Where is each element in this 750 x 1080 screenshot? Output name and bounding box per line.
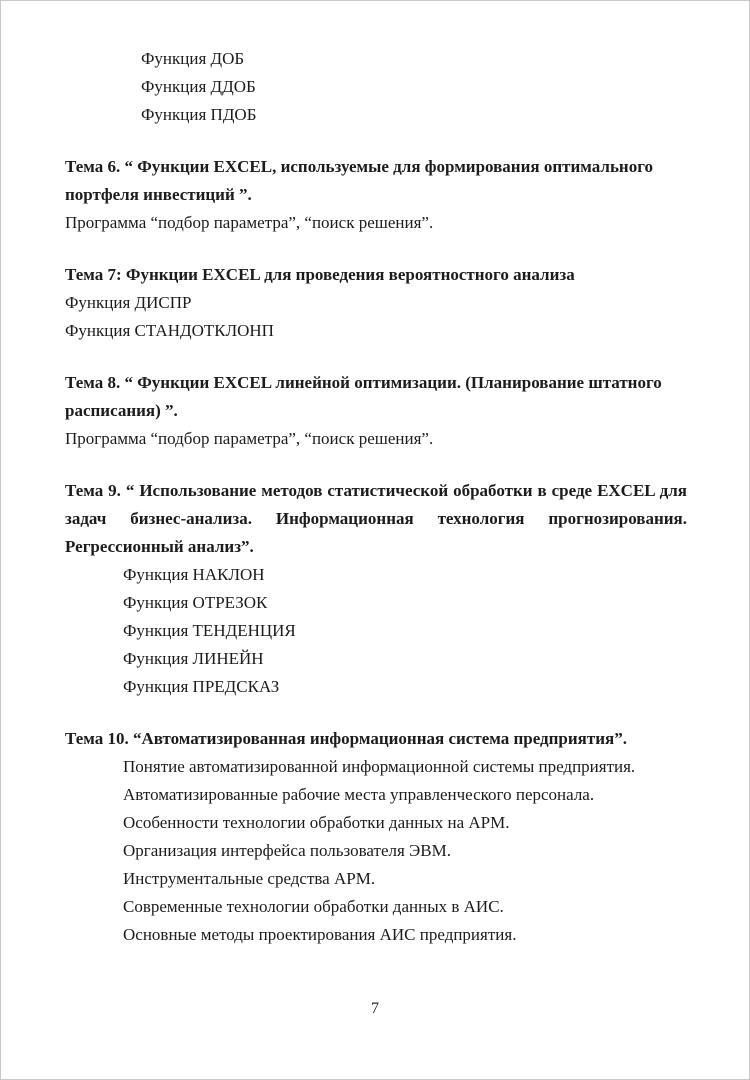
list-item: Функция НАКЛОН [123,565,265,584]
section-tema-10 [65,725,687,949]
document-content [1,1,749,949]
list-item: Особенности технологии обработки данных на АРМ. [123,813,510,832]
function-list [123,561,687,701]
list-item: Современные технологии обработки данных в АИС. [123,897,504,916]
list-item: Функция ПДОБ [141,105,257,124]
section-tema-7 [65,261,687,345]
top-function-list [141,45,687,129]
section-title: Тема 8. “ Функции EXCEL линейной оптимизации. (Планирование штатного расписания) ”. [65,373,662,420]
page-number: 7 [371,1000,379,1017]
list-item: Инструментальные средства АРМ. [123,869,376,888]
section-title: Тема 10. “Автоматизированная информационная система предприятия”. [65,729,627,748]
list-item: Функция ТЕНДЕНЦИЯ [123,621,296,640]
section-body-line: Функция СТАНДОТКЛОНП [65,321,274,340]
list-item: Функция ЛИНЕЙН [123,649,264,668]
list-item: Автоматизированные рабочие места управленческого персонала. [123,785,595,804]
section-tema-8 [65,369,687,453]
section-tema-9 [65,477,687,701]
section-body: Программа “подбор параметра”, “поиск решения”. [65,429,434,448]
list-item: Организация интерфейса пользователя ЭВМ. [123,841,451,860]
list-item: Функция ПРЕДСКАЗ [123,677,280,696]
section-body-line: Функция ДИСПР [65,293,192,312]
section-title: Тема 9. “ Использование методов статистической обработки в среде EXCEL для задач бизнес-анализа. Информационная технология прогнозирования. Регрессионный анализ”. [65,481,687,556]
list-item: Функция ДДОБ [141,77,256,96]
topic-list [123,753,687,949]
list-item: Понятие автоматизированной информационной системы предприятия. [123,757,636,776]
list-item: Функция ОТРЕЗОК [123,593,268,612]
list-item: Основные методы проектирования АИС предприятия. [123,925,517,944]
section-tema-6 [65,153,687,237]
list-item: Функция ДОБ [141,49,245,68]
section-title: Тема 7: Функции EXCEL для проведения вероятностного анализа [65,265,575,284]
section-body: Программа “подбор параметра”, “поиск решения”. [65,213,434,232]
section-title: Тема 6. “ Функции EXCEL, используемые для формирования оптимального портфеля инвестиций ”. [65,157,654,204]
